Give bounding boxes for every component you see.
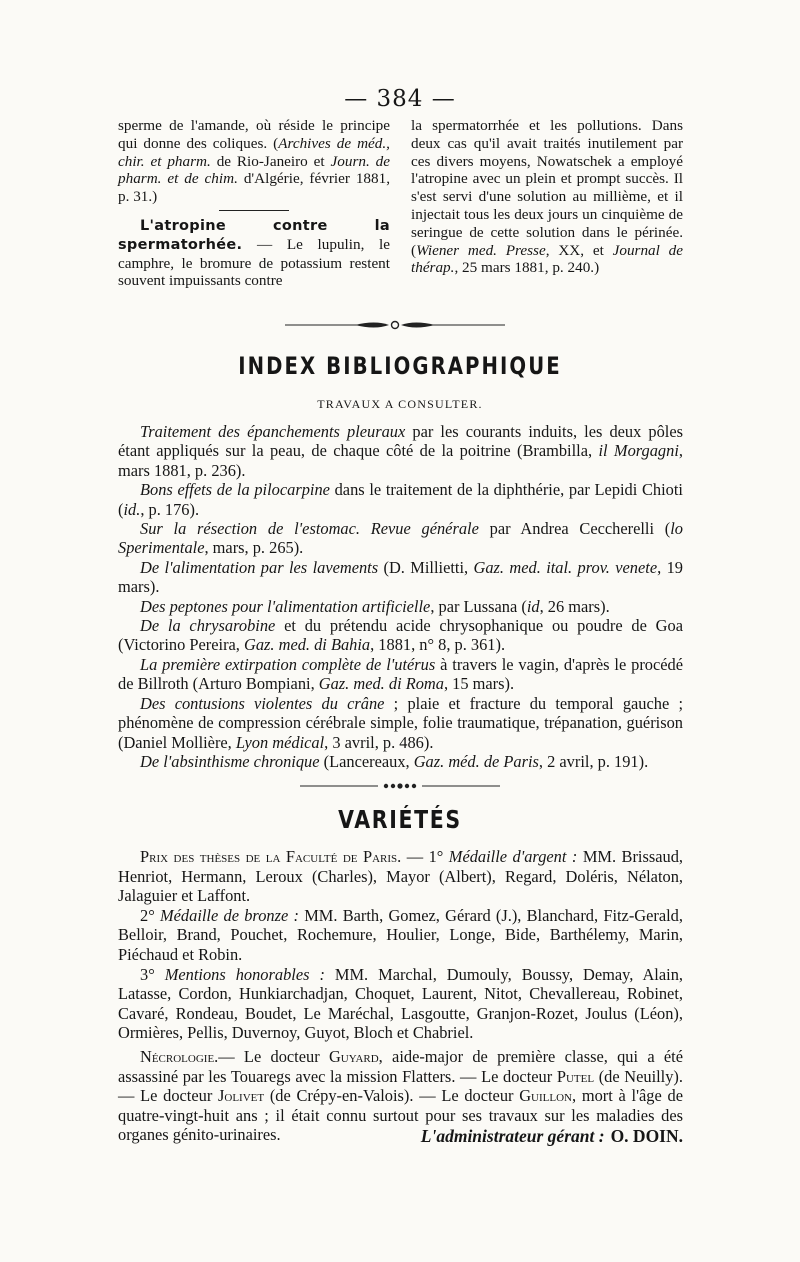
italic-run: Mentions honorables : — [164, 964, 325, 984]
italic-run: Sur la résection de l'estomac. Revue générale — [140, 519, 479, 539]
reference-entry — [118, 422, 683, 480]
reference-entry — [118, 655, 683, 694]
reference-list — [118, 422, 683, 771]
smallcaps-run: Prix des thèses de la Faculté de Paris. — [140, 847, 402, 866]
text-run: , mort à l'âge de quatre-vingt-huit ans ; il était connu surtout pour ses travaux sur les maladies des organes génito-urinaires. — [118, 1086, 683, 1145]
text-run: (Lancereaux, — [319, 751, 414, 771]
italic-run: Gaz. med. di Bahia — [244, 635, 371, 655]
text-run: d'Algérie, février 1881, p. 31.) — [118, 170, 391, 206]
text-run: , aide-major de première classe, qui a été assassiné par les Touaregs avec la mission Flatters. — Le docteur — [118, 1046, 683, 1086]
text-run: , 25 mars 1881, p. 240.) — [454, 259, 600, 277]
text-run: (de Neuilly). — Le docteur — [118, 1066, 683, 1106]
text-run: 3° — [140, 964, 165, 984]
italic-run: Gaz. med. ital. prov. venete — [473, 557, 658, 577]
text-run: (D. Millietti, — [378, 557, 474, 577]
text-run: , 15 mars). — [443, 674, 515, 694]
text-run: , p. 176). — [140, 499, 200, 519]
italic-run: De l'alimentation par les lavements — [140, 557, 379, 577]
italic-run: Archives de méd., chir. et pharm. — [118, 134, 390, 170]
text-run: , 26 mars). — [539, 596, 610, 616]
varietes-heading: VARIÉTÉS — [338, 805, 462, 834]
text-run: sperme de l'amande, où réside le principe qui donne des coliques. ( — [118, 117, 390, 152]
text-run: 2° — [140, 905, 160, 925]
italic-run: Bons effets de la pilocarpine — [140, 480, 330, 500]
signature-name: O. DOIN. — [610, 1126, 683, 1146]
italic-run: il Morgagni — [598, 441, 679, 461]
text-run: par Andrea Ceccherelli ( — [478, 519, 671, 539]
left-paragraph-2 — [118, 217, 390, 290]
text-run: à travers le vagin, d'après le procédé de Billroth (Arturo Bompiani, — [118, 654, 683, 694]
text-run: et du prétendu acide chrysophanique ou poudre de Goa (Victorino Pereira, — [118, 616, 683, 655]
smallcaps-run: Jolivet — [218, 1086, 265, 1106]
text-run: , 3 avril, p. 486). — [324, 732, 434, 752]
italic-run: id. — [123, 499, 141, 519]
text-run: par les courants induits, les deux pôles étant appliqués sur la peau, de chaque côté de la poitrine (Brambilla, — [118, 422, 683, 461]
italic-run: Médaille d'argent : — [448, 847, 578, 866]
text-run: dans le traitement de la diphthérie, par Lepidi Chioti ( — [118, 480, 683, 519]
italic-run: Journal de thérap. — [411, 241, 683, 277]
text-run: MM. Barth, Gomez, Gérard (J.), Blanchard, Fitz-Gerald, Belloir, Brand, Pouchet, Rochemure, Houlier, Longe, Bide, Barthélemy, Marin, Piéchaud et Robin. — [118, 905, 683, 964]
varietes-paragraph — [118, 847, 683, 906]
text-run: la spermatorrhée et les pollutions. Dans deux cas qu'il avait traités inutilement par ces divers moyens, Nowatschek a employé l'atropine avec un plein et prompt succès. Il s'est servi d'une solution au millième, et il injectait tous les deux jours un cinquième de seringue de cette solution dans le périnée. ( — [411, 117, 683, 259]
text-run: , mars 1881, p. 236). — [118, 441, 683, 480]
section-subheading: L'atropine contre la spermatorhée. — [118, 217, 390, 253]
signature-role: L'administrateur gérant : — [420, 1126, 605, 1146]
index-heading: INDEX BIBLIOGRAPHIQUE — [238, 352, 562, 380]
dotted-divider — [300, 781, 500, 791]
reference-entry — [118, 558, 683, 597]
two-column-section — [118, 117, 683, 290]
varietes-section — [118, 847, 683, 1145]
italic-run: Wiener med. Presse — [416, 241, 546, 259]
text-run: MM. Marchal, Dumouly, Boussy, Demay, Alain, Latasse, Cordon, Hunkiarchadjan, Choquet, Laurent, Nitot, Chevallereau, Robinet, Cavaré, Rondeau, Boudet, Le Maréchal, Lasgoutte, Granjon-Rozet, Joulus (Léon), Ormières, Pellis, Duvernoy, Guyot, Bloch et Chabriel. — [118, 964, 683, 1043]
reference-entry — [118, 597, 683, 616]
smallcaps-run: Guillon — [519, 1086, 572, 1106]
short-rule — [219, 210, 289, 211]
italic-run: Des contusions violentes du crâne — [140, 693, 385, 713]
smallcaps-run: Guyard — [328, 1046, 379, 1066]
italic-run: Médaille de bronze : — [160, 905, 299, 925]
signature-line — [118, 1126, 683, 1147]
ornament-divider — [285, 318, 505, 332]
text-run: — 1° — [401, 847, 449, 866]
text-run: , mars, p. 265). — [204, 538, 304, 558]
italic-run: De l'absinthisme chronique — [140, 751, 320, 771]
reference-entry — [118, 480, 683, 519]
text-run: de Rio-Janeiro et — [210, 152, 331, 170]
text-run: , XX, et — [545, 241, 613, 259]
italic-run: La première extirpation complète de l'utérus — [140, 654, 436, 674]
italic-run: Gaz. méd. de Paris — [413, 751, 539, 771]
text-run: , 19 mars). — [118, 557, 683, 597]
italic-run: Des peptones pour l'alimentation artificielle — [140, 596, 431, 616]
text-run: MM. Brissaud, Henriot, Hermann, Leroux (Charles), Mayor (Albert), Regard, Doléris, Nélaton, Jalaguier et Laffont. — [118, 847, 683, 906]
smallcaps-run: Nécrologie. — [140, 1046, 219, 1066]
text-run: (de Crépy-en-Valois). — Le docteur — [264, 1086, 520, 1106]
smallcaps-run: Putel — [556, 1066, 595, 1086]
left-paragraph-1 — [118, 117, 390, 206]
left-paragraph-2-text: — Le lupulin, le camphre, le bromure de potassium restent souvent impuissants contre — [118, 235, 390, 290]
varietes-paragraph — [118, 906, 683, 965]
reference-entry — [118, 752, 683, 771]
text-run: — Le docteur — [218, 1046, 329, 1066]
italic-run: Lyon médical — [235, 732, 325, 752]
text-run: , 1881, n° 8, p. 361). — [370, 635, 506, 655]
reference-entry — [118, 616, 683, 655]
italic-run: Traitement des épanchements pleuraux — [140, 422, 406, 441]
italic-run: Gaz. med. di Roma — [318, 674, 444, 694]
italic-run: id — [526, 596, 540, 616]
right-paragraph — [411, 117, 683, 277]
left-column — [118, 117, 390, 290]
italic-run: Journ. de pharm. et de chim. — [118, 152, 390, 188]
text-run: ; plaie et fracture du temporal gauche ; phénomène de compression cérébrale simple, folie traumatique, trépanation, guérison (Daniel Mollière, — [118, 693, 683, 752]
page-number: — 384 — — [344, 86, 456, 112]
reference-entry — [118, 694, 683, 752]
text-run: , 2 avril, p. 191). — [538, 751, 649, 771]
index-subheading: TRAVAUX A CONSULTER. — [317, 397, 483, 411]
varietes-paragraph — [118, 965, 683, 1043]
italic-run: lo Sperimentale — [118, 519, 683, 558]
right-column — [411, 117, 683, 290]
italic-run: De la chrysarobine — [140, 616, 276, 636]
text-run: , par Lussana ( — [430, 596, 527, 616]
reference-entry — [118, 519, 683, 558]
